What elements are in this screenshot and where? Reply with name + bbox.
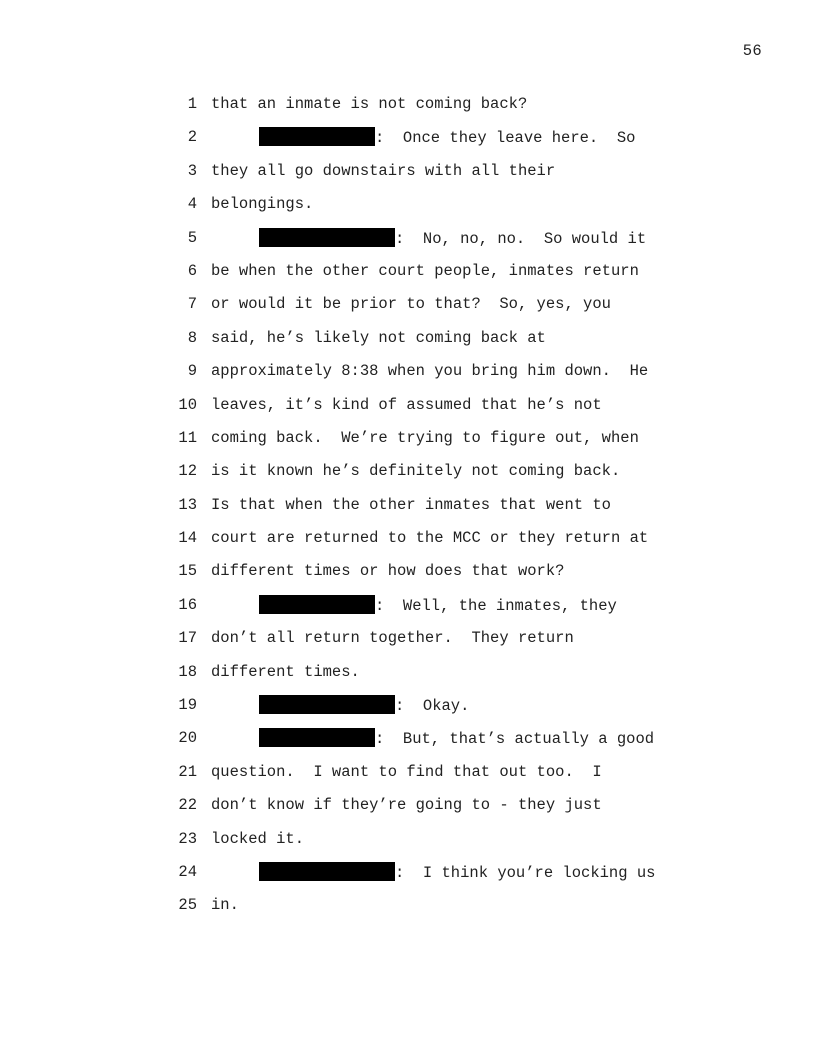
line-number: 8 xyxy=(187,328,197,347)
line-number: 5 xyxy=(187,228,197,247)
line-content: approximately 8:38 when you bring him down. He xyxy=(211,362,649,381)
transcript-line xyxy=(0,695,816,728)
line-content: different times or how does that work? xyxy=(211,562,565,581)
line-content: different times. xyxy=(211,662,360,681)
transcript-line xyxy=(0,428,816,461)
line-text xyxy=(211,361,648,381)
line-text xyxy=(211,829,304,849)
line-number: 21 xyxy=(178,762,197,781)
line-content: question. I want to find that out too. I xyxy=(211,762,602,781)
line-number: 20 xyxy=(178,729,197,748)
line-content: Is that when the other inmates that went to xyxy=(211,495,611,514)
line-content: don’t all return together. They return xyxy=(211,629,574,648)
transcript-line xyxy=(0,595,816,628)
line-text xyxy=(211,795,602,815)
line-number: 23 xyxy=(178,829,197,848)
transcript-line xyxy=(0,328,816,361)
redacted-speaker-name xyxy=(259,228,395,247)
line-text xyxy=(211,428,639,448)
line-number: 18 xyxy=(178,662,197,681)
redacted-speaker-name xyxy=(259,728,375,747)
line-content: : But, that’s actually a good xyxy=(375,730,655,749)
line-number: 15 xyxy=(178,562,197,581)
transcript-line xyxy=(0,895,816,928)
line-content: : No, no, no. So would it xyxy=(395,229,647,248)
redacted-speaker-name xyxy=(259,127,375,146)
line-content: be when the other court people, inmates return xyxy=(211,261,639,280)
transcript-line xyxy=(0,194,816,227)
line-text xyxy=(211,528,648,548)
redacted-speaker-name xyxy=(259,695,395,714)
line-number: 13 xyxy=(178,495,197,514)
line-content: : I think you’re locking us xyxy=(395,863,656,882)
line-number: 10 xyxy=(178,395,197,414)
transcript-line xyxy=(0,94,816,127)
transcript-line xyxy=(0,862,816,895)
transcript-line xyxy=(0,127,816,160)
line-content: in. xyxy=(211,896,239,915)
transcript-line xyxy=(0,561,816,594)
line-number: 16 xyxy=(178,595,197,614)
transcript-line xyxy=(0,762,816,795)
line-number: 1 xyxy=(187,95,197,113)
line-text xyxy=(211,328,546,348)
line-text xyxy=(259,728,654,749)
line-content: that an inmate is not coming back? xyxy=(211,95,528,113)
transcript-line xyxy=(0,361,816,394)
line-content: court are returned to the MCC or they return at xyxy=(211,529,649,548)
transcript-line xyxy=(0,261,816,294)
line-text xyxy=(211,261,639,281)
line-text xyxy=(259,595,617,616)
line-text xyxy=(211,561,564,581)
line-number: 22 xyxy=(178,796,197,815)
line-number: 2 xyxy=(187,128,197,147)
line-text xyxy=(259,862,655,883)
line-text xyxy=(259,228,646,249)
line-number: 3 xyxy=(187,161,197,180)
line-content: belongings. xyxy=(211,195,314,214)
line-text xyxy=(211,662,360,682)
line-content: leaves, it’s kind of assumed that he’s not xyxy=(211,395,602,414)
line-text xyxy=(211,94,527,114)
transcript-line xyxy=(0,161,816,194)
line-number: 4 xyxy=(187,195,197,214)
redacted-speaker-name xyxy=(259,595,375,614)
line-text xyxy=(211,395,602,415)
line-number: 6 xyxy=(187,261,197,280)
line-text xyxy=(259,127,635,148)
line-content: they all go downstairs with all their xyxy=(211,161,556,180)
line-content: is it known he’s definitely not coming back. xyxy=(211,462,621,481)
transcript-line xyxy=(0,628,816,661)
transcript-body xyxy=(0,94,816,929)
transcript-line xyxy=(0,395,816,428)
line-text xyxy=(211,461,620,481)
line-content: : Once they leave here. So xyxy=(375,129,636,148)
line-content: said, he’s likely not coming back at xyxy=(211,328,546,347)
transcript-line xyxy=(0,728,816,761)
line-number: 7 xyxy=(187,295,197,314)
line-text xyxy=(211,294,611,314)
transcript-line xyxy=(0,528,816,561)
page-number: 56 xyxy=(742,42,762,60)
transcript-line xyxy=(0,662,816,695)
line-text xyxy=(211,194,313,214)
line-content: locked it. xyxy=(211,829,305,848)
transcript-line xyxy=(0,795,816,828)
line-number: 24 xyxy=(178,862,197,881)
line-text xyxy=(211,762,602,782)
transcript-line xyxy=(0,228,816,261)
line-content: : Okay. xyxy=(395,697,470,716)
line-content: or would it be prior to that? So, yes, you xyxy=(211,295,611,314)
line-number: 11 xyxy=(178,428,197,447)
transcript-line xyxy=(0,495,816,528)
line-content: don’t know if they’re going to - they just xyxy=(211,796,602,815)
line-number: 14 xyxy=(178,529,197,548)
line-content: coming back. We’re trying to figure out, when xyxy=(211,428,639,447)
transcript-line xyxy=(0,294,816,327)
line-text xyxy=(211,161,555,181)
line-text xyxy=(211,895,239,915)
line-text xyxy=(211,628,574,648)
line-number: 19 xyxy=(178,696,197,715)
line-text xyxy=(211,495,611,515)
redacted-speaker-name xyxy=(259,862,395,881)
line-number: 9 xyxy=(187,362,197,381)
line-number: 25 xyxy=(178,896,197,915)
line-content: : Well, the inmates, they xyxy=(375,596,617,615)
line-number: 17 xyxy=(178,629,197,648)
transcript-line xyxy=(0,461,816,494)
transcript-line xyxy=(0,829,816,862)
line-number: 12 xyxy=(178,462,197,481)
line-text xyxy=(259,695,469,716)
